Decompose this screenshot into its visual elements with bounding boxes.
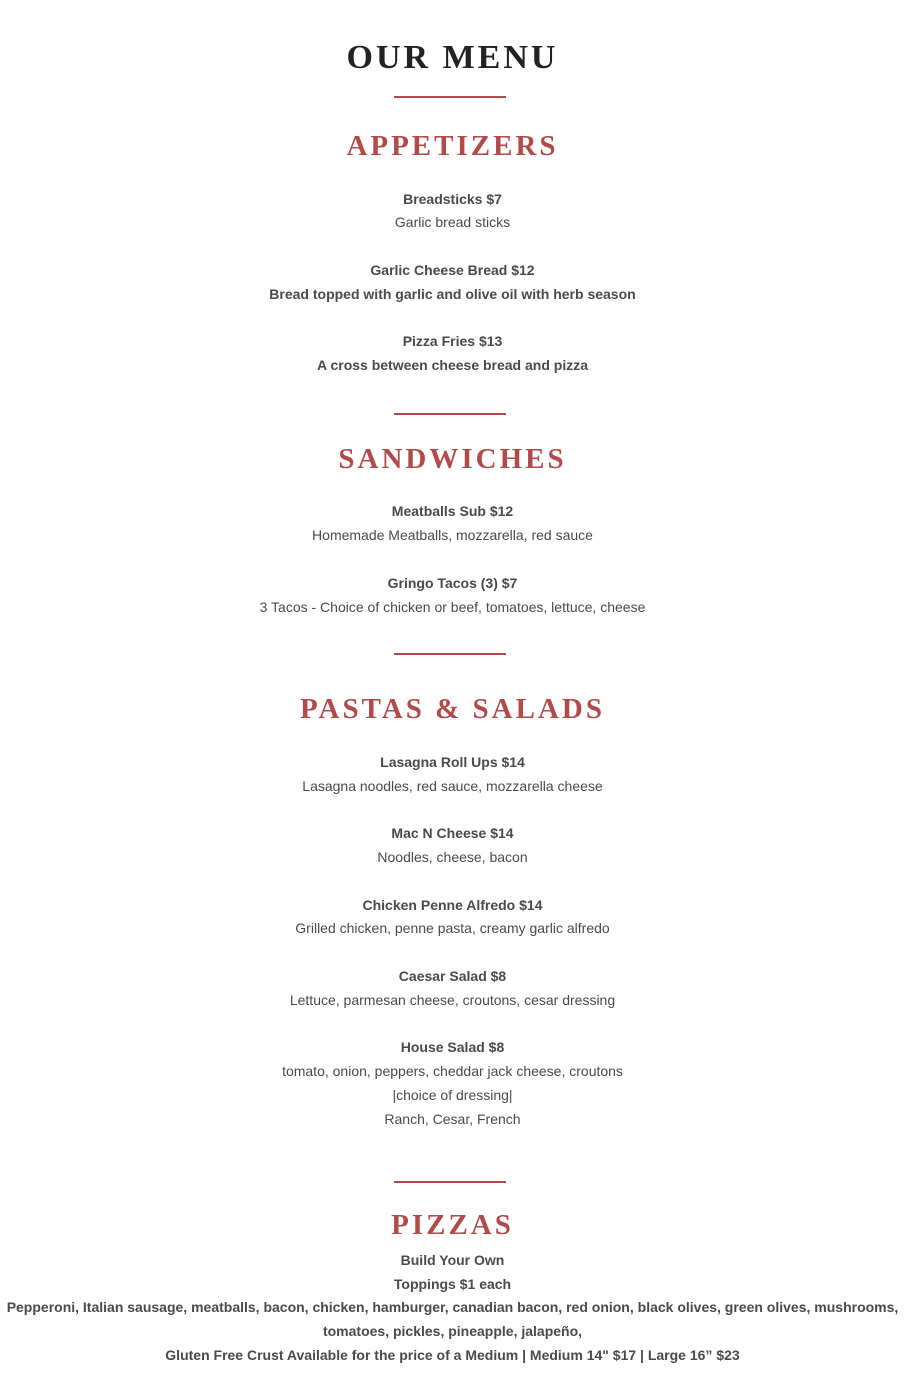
pizza-toppings-list-cont: tomatoes, pickles, pineapple, jalapeño,	[322, 1323, 583, 1339]
section-title-sandwiches: SANDWICHES	[338, 443, 567, 475]
menu-item-description: Garlic bread sticks	[394, 214, 511, 230]
dressing-options: Ranch, Cesar, French	[384, 1111, 521, 1127]
menu-item-description: Bread topped with garlic and olive oil with herb season	[269, 286, 636, 302]
menu-item-name: House Salad $8	[400, 1039, 505, 1055]
pizza-toppings-list: Pepperoni, Italian sausage, meatballs, bacon, chicken, hamburger, canadian bacon, red onion, black olives, green olives, mushrooms,	[6, 1299, 899, 1315]
page-title: OUR MENU	[346, 39, 559, 76]
dressing-label: |choice of dressing|	[392, 1087, 513, 1103]
title-divider	[394, 96, 506, 98]
menu-item-name: Caesar Salad $8	[398, 968, 507, 984]
menu-item-name: Chicken Penne Alfredo $14	[362, 897, 543, 913]
menu-item-name: Gringo Tacos (3) $7	[387, 575, 518, 591]
section-divider	[394, 1181, 506, 1183]
pizza-build-your-own: Build Your Own	[400, 1252, 505, 1268]
menu-item-description: 3 Tacos - Choice of chicken or beef, tomatoes, lettuce, cheese	[259, 599, 646, 615]
menu-item-description: Homemade Meatballs, mozzarella, red sauce	[312, 527, 593, 543]
gluten-free-note: Gluten Free Crust Available for the price of a Medium | Medium 14" $17 | Large 16” $23	[165, 1347, 740, 1363]
menu-item-name: Mac N Cheese $14	[391, 825, 514, 841]
menu-item-description: Noodles, cheese, bacon	[377, 849, 528, 865]
menu-item-name: Meatballs Sub $12	[391, 503, 514, 519]
section-divider	[394, 413, 506, 415]
menu-item-name: Lasagna Roll Ups $14	[380, 754, 525, 770]
menu-item-name: Breadsticks $7	[403, 191, 502, 207]
menu-item-description: A cross between cheese bread and pizza	[316, 357, 589, 373]
menu-item-description: Lasagna noodles, red sauce, mozzarella cheese	[302, 778, 603, 794]
section-title-appetizers: APPETIZERS	[346, 130, 559, 162]
section-title-pizzas: PIZZAS	[391, 1209, 514, 1241]
menu-item-name: Garlic Cheese Bread $12	[370, 262, 535, 278]
section-divider	[394, 653, 506, 655]
menu-item-description: Grilled chicken, penne pasta, creamy garlic alfredo	[295, 920, 610, 936]
section-title-pastas-salads: PASTAS & SALADS	[300, 693, 605, 725]
menu-item-name: Pizza Fries $13	[402, 333, 503, 349]
pizza-toppings-price: Toppings $1 each	[393, 1276, 512, 1292]
menu-item-description: Lettuce, parmesan cheese, croutons, cesar dressing	[289, 992, 616, 1008]
menu-item-description: tomato, onion, peppers, cheddar jack cheese, croutons	[282, 1063, 623, 1079]
